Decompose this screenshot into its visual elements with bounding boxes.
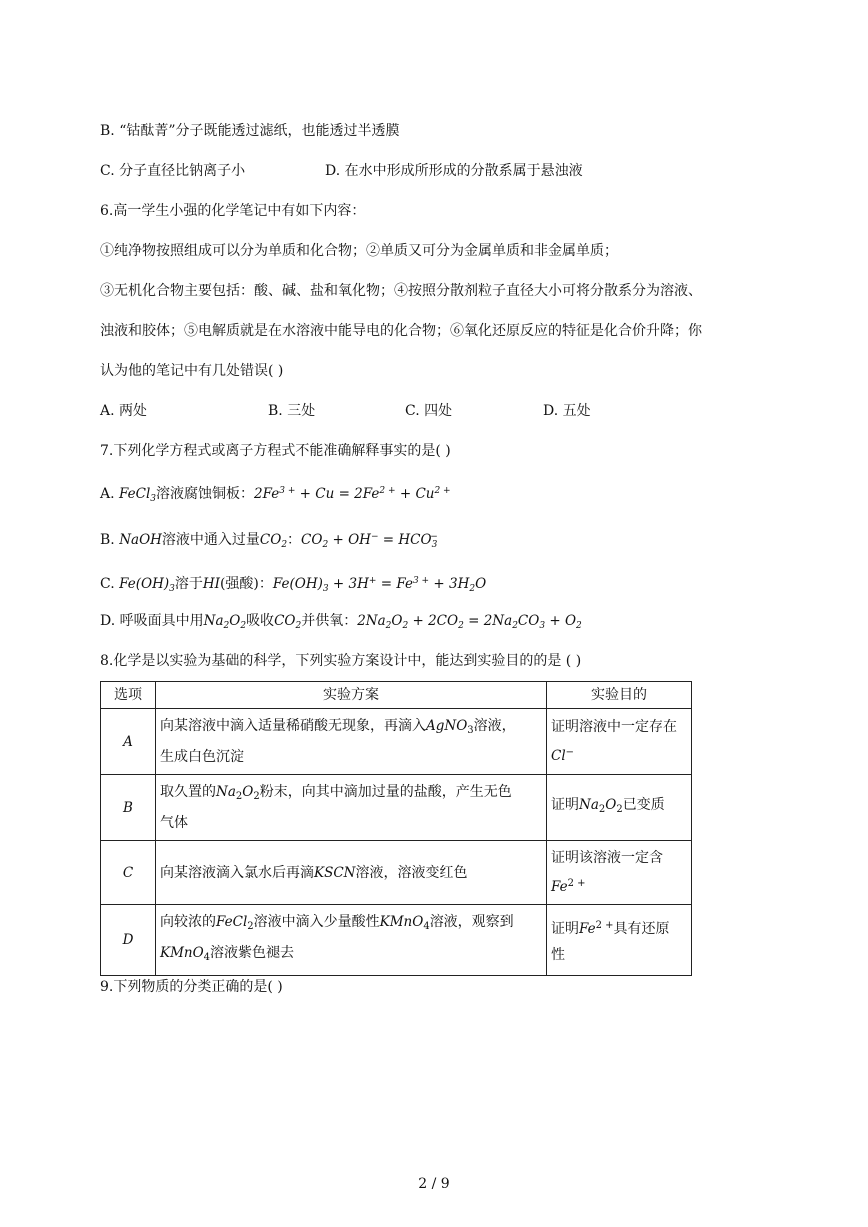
row-plan: 向某溶液中滴入适量稀硝酸无现象，再滴入AgNO$_3$溶液， 生成白色沉淀 <box>156 709 547 775</box>
row-option: A <box>101 709 156 775</box>
row-goal: 证明$Fe^{2 +}$具有还原 性 <box>547 905 692 976</box>
q6-option-a: A. 两处 <box>100 403 148 419</box>
q8-table <box>100 681 692 976</box>
q7-option-b: B. NaOH溶液中通入过量$CO_2$：$CO_2 + OH^- = HCO_3^-$ <box>100 532 438 550</box>
header-plan: 实验方案 <box>156 682 547 709</box>
q8-stem: 8.化学是以实验为基础的科学，下列实验方案设计中，能达到实验目的的是 ( ) <box>100 653 582 669</box>
header-goal: 实验目的 <box>547 682 692 709</box>
q5-option-b: B. “钴酞菁”分子既能透过滤纸，也能透过半透膜 <box>100 123 400 139</box>
table-row <box>101 841 692 905</box>
q6-option-d: D. 五处 <box>543 403 591 419</box>
q7-option-d: D. 呼吸面具中用$Na_2O_2$吸收$CO_2$并供氧：$2Na_2O_2 + 2CO_2 = 2Na_2CO_3 + O_2$ <box>100 613 582 631</box>
row-plan: 取久置的$Na_2O_2$粉末，向其中滴加过量的盐酸，产生无色 气体 <box>156 775 547 841</box>
q6-stem: 6.高一学生小强的化学笔记中有如下内容： <box>100 203 366 219</box>
row-goal: 证明$Na_2O_2$已变质 <box>547 775 692 841</box>
q9-stem: 9.下列物质的分类正确的是( ) <box>100 979 283 995</box>
table-header-row <box>101 682 692 709</box>
q6-line-3: 浊液和胶体；⑤电解质就是在水溶液中能导电的化合物；⑥氧化还原反应的特征是化合价升降；你 <box>100 323 702 339</box>
q7-stem: 7.下列化学方程式或离子方程式不能准确解释事实的是( ) <box>100 443 451 459</box>
row-option: D <box>101 905 156 976</box>
row-plan: 向较浓的FeCl$_2$溶液中滴入少量酸性KMnO$_4$溶液，观察到 KMnO$_4$溶液紫色褪去 <box>156 905 547 976</box>
q5-option-c: C. 分子直径比钠离子小 <box>100 163 246 179</box>
row-option: C <box>101 841 156 905</box>
q6-option-c: C. 四处 <box>405 403 453 419</box>
row-plan: 向某溶液滴入氯水后再滴KSCN溶液，溶液变红色 <box>156 841 547 905</box>
table-row <box>101 775 692 841</box>
page-number: 2 / 9 <box>418 1176 450 1192</box>
table-row <box>101 905 692 976</box>
q7-option-a: A. FeCl$_3$溶液腐蚀铜板：$2Fe^{3 +} + Cu = 2Fe^{2 +} + Cu^{2 +}$ <box>100 486 451 504</box>
q6-line-1: ①纯净物按照组成可以分为单质和化合物；②单质又可分为金属单质和非金属单质； <box>100 243 618 259</box>
q6-option-b: B. 三处 <box>268 403 316 419</box>
q6-line-4: 认为他的笔记中有几处错误( ) <box>100 363 284 379</box>
q5-option-d: D. 在水中形成所形成的分散系属于悬浊液 <box>325 163 583 179</box>
q7-option-c: C. $Fe(OH)_3$溶于HI(强酸)：$Fe(OH)_3 + 3H^+ = Fe^{3 +} + 3H_2O$ <box>100 576 487 594</box>
table-row <box>101 709 692 775</box>
row-option: B <box>101 775 156 841</box>
row-goal: 证明溶液中一定存在 Cl− <box>547 709 692 775</box>
header-option: 选项 <box>101 682 156 709</box>
q6-line-2: ③无机化合物主要包括：酸、碱、盐和氧化物；④按照分散剂粒子直径大小可将分散系分为溶液、 <box>100 283 702 299</box>
row-goal: 证明该溶液一定含 $Fe^{2 +}$ <box>547 841 692 905</box>
